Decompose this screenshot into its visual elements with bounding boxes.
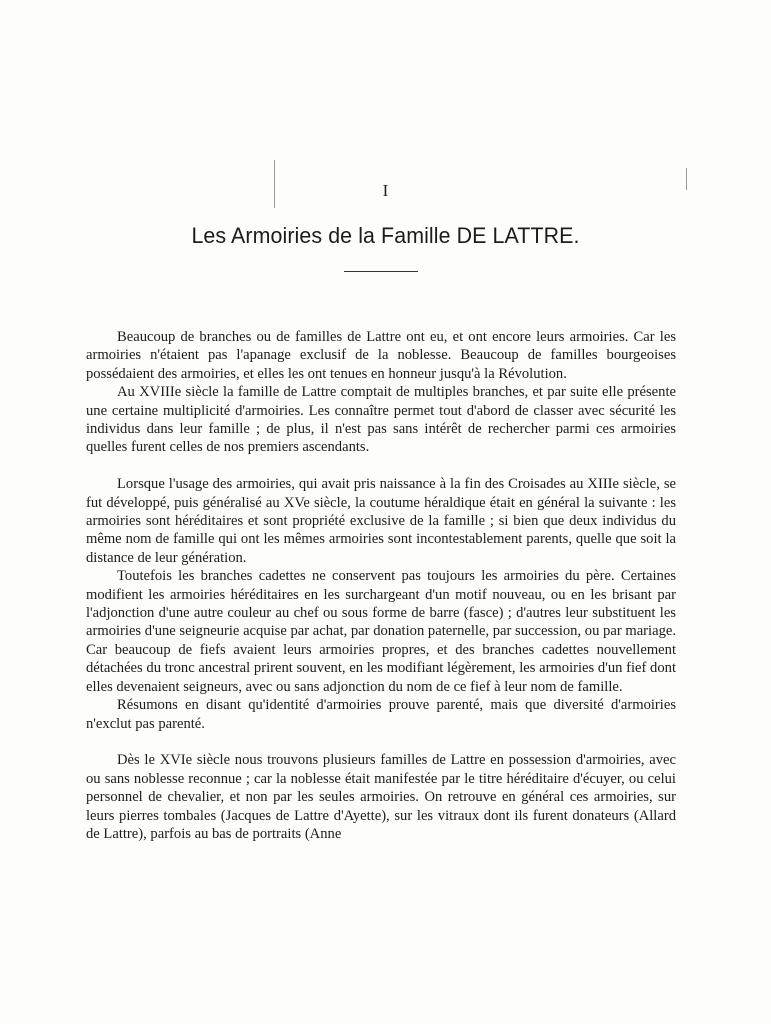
paragraph: Toutefois les branches cadettes ne conservent pas toujours les armoiries du père. Certaines modifient les armoiries héréditaires en les surchargeant d'un motif nouveau, ou en les brisant par l'adjonction d'une autre couleur au chef ou sous forme de barre (fasce) ; d'autres leur substituent les armoiries d'une seigneurie acquise par achat, par donation paternelle, par succession, ou par mariage. Car beaucoup de fiefs avaient leurs armoiries propres, et des branches cadettes nouvellement détachées du tronc ancestral prirent souvent, en les modifiant légèrement, les armoiries d'un fief dont elles devenaient seigneurs, avec ou sans adjonction du nom de ce fief à leur nom de famille. [86,568,676,695]
chapter-title: Les Armoiries de la Famille DE LATTRE. [191,223,580,248]
paragraph: Dès le XVIe siècle nous trouvons plusieurs familles de Lattre en possession d'armoiries, avec ou sans noblesse reconnue ; car la noblesse était manifestée par le titre héréditaire d'écuyer, ou celui personnel de chevalier, et non par les seules armoiries. On retrouve en général ces armoiries, sur leurs pierres tombales (Jacques de Lattre d'Ayette), sur les vitraux dont ils furent donateurs (Allard de Lattre), parfois au bas de portraits (Anne [86,752,676,842]
chapter-number: I [382,181,389,200]
title-divider [344,271,418,272]
paragraph: Résumons en disant qu'identité d'armoiries prouve parenté, mais que diversité d'armoiries n'exclut pas parenté. [86,697,676,732]
paragraph: Beaucoup de branches ou de familles de Lattre ont eu, et ont encore leurs armoiries. Car les armoiries n'étaient pas l'apanage exclusif de la noblesse. Beaucoup de familles bourgeoises possédaient des armoiries, et elles les ont tenues en honneur jusqu'à la Révolution. [86,329,676,382]
paragraph: Au XVIIIe siècle la famille de Lattre comptait de multiples branches, et par suite elle présente une certaine multiplicité d'armoiries. Les connaître permet tout d'abord de classer avec sécurité les individus dans leur famille ; de plus, il n'est pas sans intérêt de rechercher parmi ces armoiries quelles furent celles de nos premiers ascendants. [86,384,676,456]
paragraph: Lorsque l'usage des armoiries, qui avait pris naissance à la fin des Croisades au XIIIe siècle, se fut développé, puis généralisé au XVe siècle, la coutume héraldique était en général la suivante : les armoiries sont héréditaires et sont propriété exclusive de la famille ; si bien que deux individus du même nom de famille qui ont les mêmes armoiries sont incontestablement parents, quelle que soit la distance de leur génération. [86,476,676,566]
body-text [86,328,676,843]
